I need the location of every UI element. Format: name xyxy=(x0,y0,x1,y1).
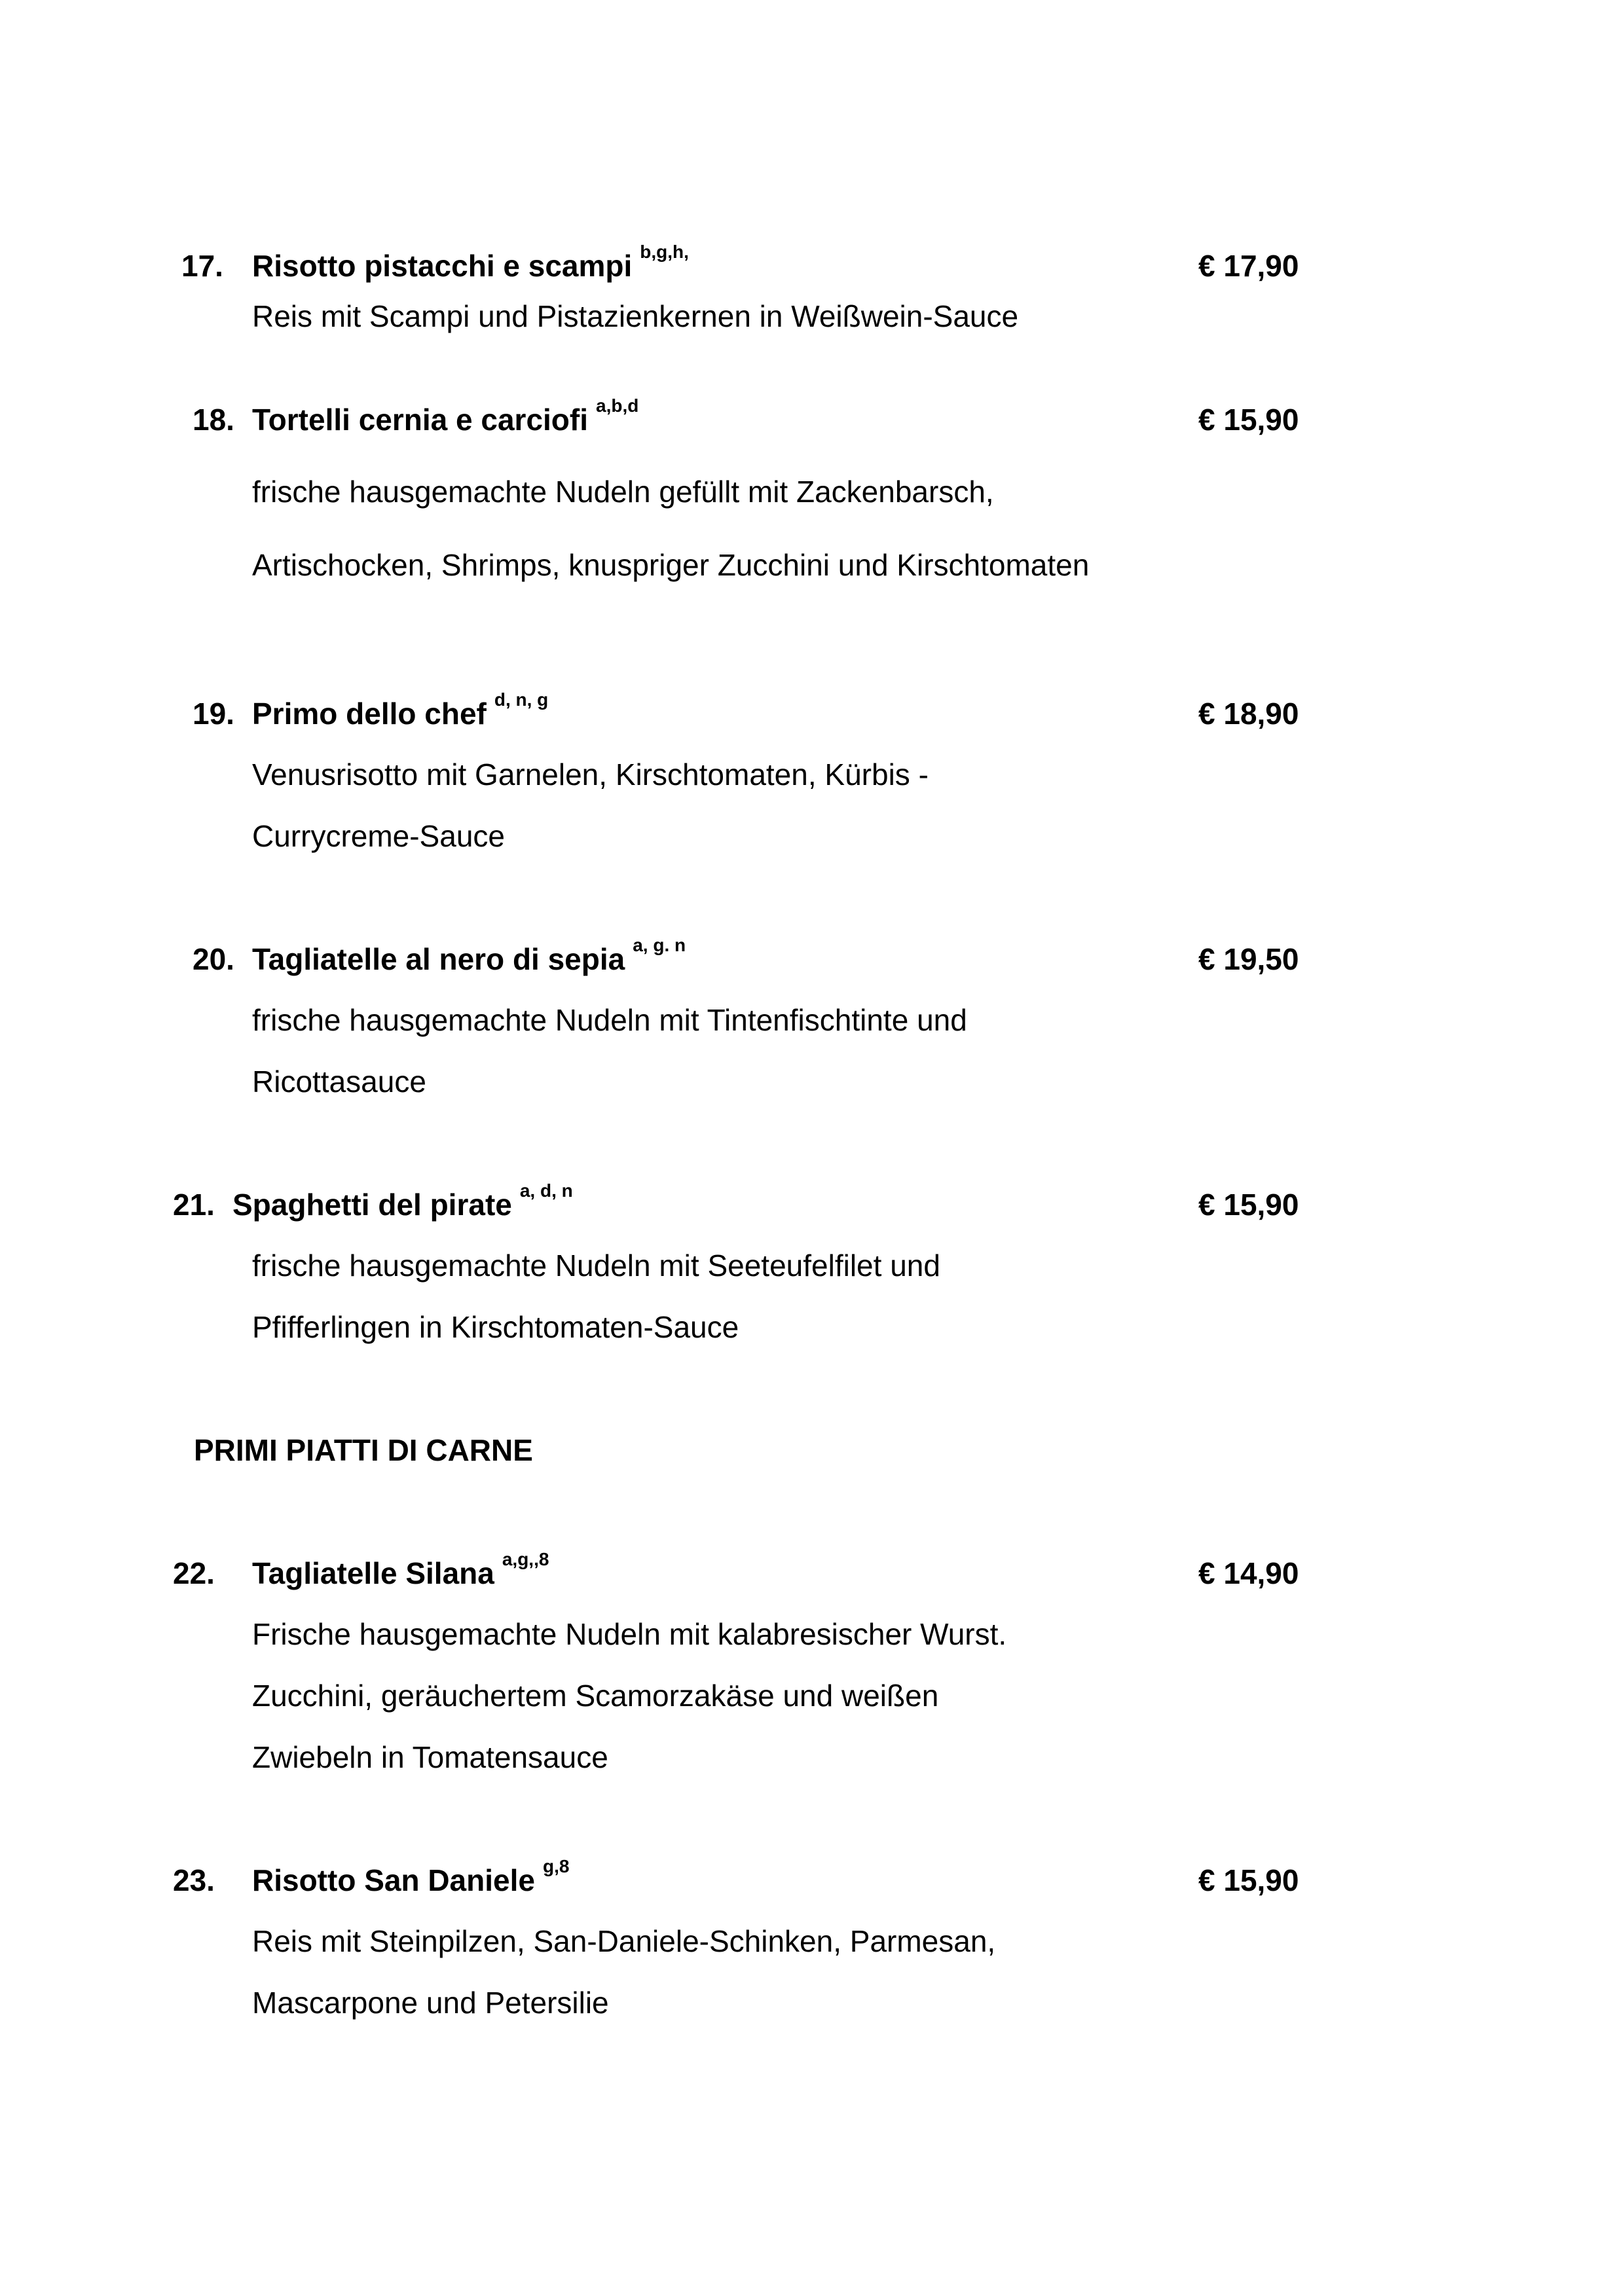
item-title xyxy=(252,1856,570,1897)
item-allergens: g,8 xyxy=(542,1856,570,1876)
item-description: Venusrisotto mit Garnelen, Kirschtomaten, Kürbis - xyxy=(252,757,929,792)
item-number: 18. xyxy=(193,403,234,437)
item-price: € 15,90 xyxy=(1198,403,1299,437)
item-price: € 17,90 xyxy=(1198,249,1299,283)
item-description: Ricottasauce xyxy=(252,1065,426,1099)
item-title-text: Risotto pistacchi e scampi xyxy=(252,249,633,283)
item-description: frische hausgemachte Nudeln mit Tintenfischtinte und xyxy=(252,1003,967,1037)
item-price: € 14,90 xyxy=(1198,1556,1299,1590)
item-price: € 15,90 xyxy=(1198,1188,1299,1222)
item-allergens: d, n, g xyxy=(494,689,549,710)
item-allergens: b,g,h, xyxy=(640,242,689,262)
item-number: 22. xyxy=(173,1556,215,1590)
item-number: 23. xyxy=(173,1863,215,1897)
item-title xyxy=(252,935,686,976)
item-allergens: a, g. n xyxy=(633,935,686,955)
item-number: 19. xyxy=(193,697,234,731)
item-description: Reis mit Scampi und Pistazienkernen in Weißwein-Sauce xyxy=(252,299,1019,333)
item-title xyxy=(252,395,639,437)
item-description: Mascarpone und Petersilie xyxy=(252,1986,609,2020)
item-price: € 18,90 xyxy=(1198,697,1299,731)
item-title xyxy=(252,242,689,283)
item-description: Artischocken, Shrimps, knuspriger Zucchini und Kirschtomaten xyxy=(252,548,1090,582)
item-title xyxy=(252,1549,549,1590)
item-title-text: Spaghetti del pirate xyxy=(232,1188,512,1222)
item-price: € 15,90 xyxy=(1198,1863,1299,1897)
item-allergens: a,g,,8 xyxy=(502,1549,549,1569)
item-allergens: a, d, n xyxy=(519,1180,573,1201)
item-number: 20. xyxy=(193,942,234,976)
item-description: frische hausgemachte Nudeln mit Seeteufelfilet und xyxy=(252,1248,940,1283)
item-description: Zucchini, geräuchertem Scamorzakäse und weißen xyxy=(252,1679,939,1713)
item-description: frische hausgemachte Nudeln gefüllt mit Zackenbarsch, xyxy=(252,475,994,509)
item-title-text: Risotto San Daniele xyxy=(252,1863,535,1897)
item-number: 21. xyxy=(173,1188,215,1222)
item-description: Frische hausgemachte Nudeln mit kalabresischer Wurst. xyxy=(252,1617,1007,1651)
item-description: Zwiebeln in Tomatensauce xyxy=(252,1740,608,1774)
item-description: Reis mit Steinpilzen, San-Daniele-Schinken, Parmesan, xyxy=(252,1924,996,1958)
item-title-text: Tagliatelle al nero di sepia xyxy=(252,942,625,976)
item-allergens: a,b,d xyxy=(596,395,639,416)
item-price: € 19,50 xyxy=(1198,942,1299,976)
item-title xyxy=(232,1180,573,1222)
item-title-text: Tortelli cernia e carciofi xyxy=(252,403,589,437)
section-heading: PRIMI PIATTI DI CARNE xyxy=(194,1433,533,1467)
item-description: Currycreme-Sauce xyxy=(252,819,505,853)
item-number: 17. xyxy=(181,249,223,283)
item-title xyxy=(252,689,549,731)
item-title-text: Tagliatelle Silana xyxy=(252,1556,494,1590)
item-title-text: Primo dello chef xyxy=(252,697,487,731)
item-description: Pfifferlingen in Kirschtomaten-Sauce xyxy=(252,1310,739,1344)
